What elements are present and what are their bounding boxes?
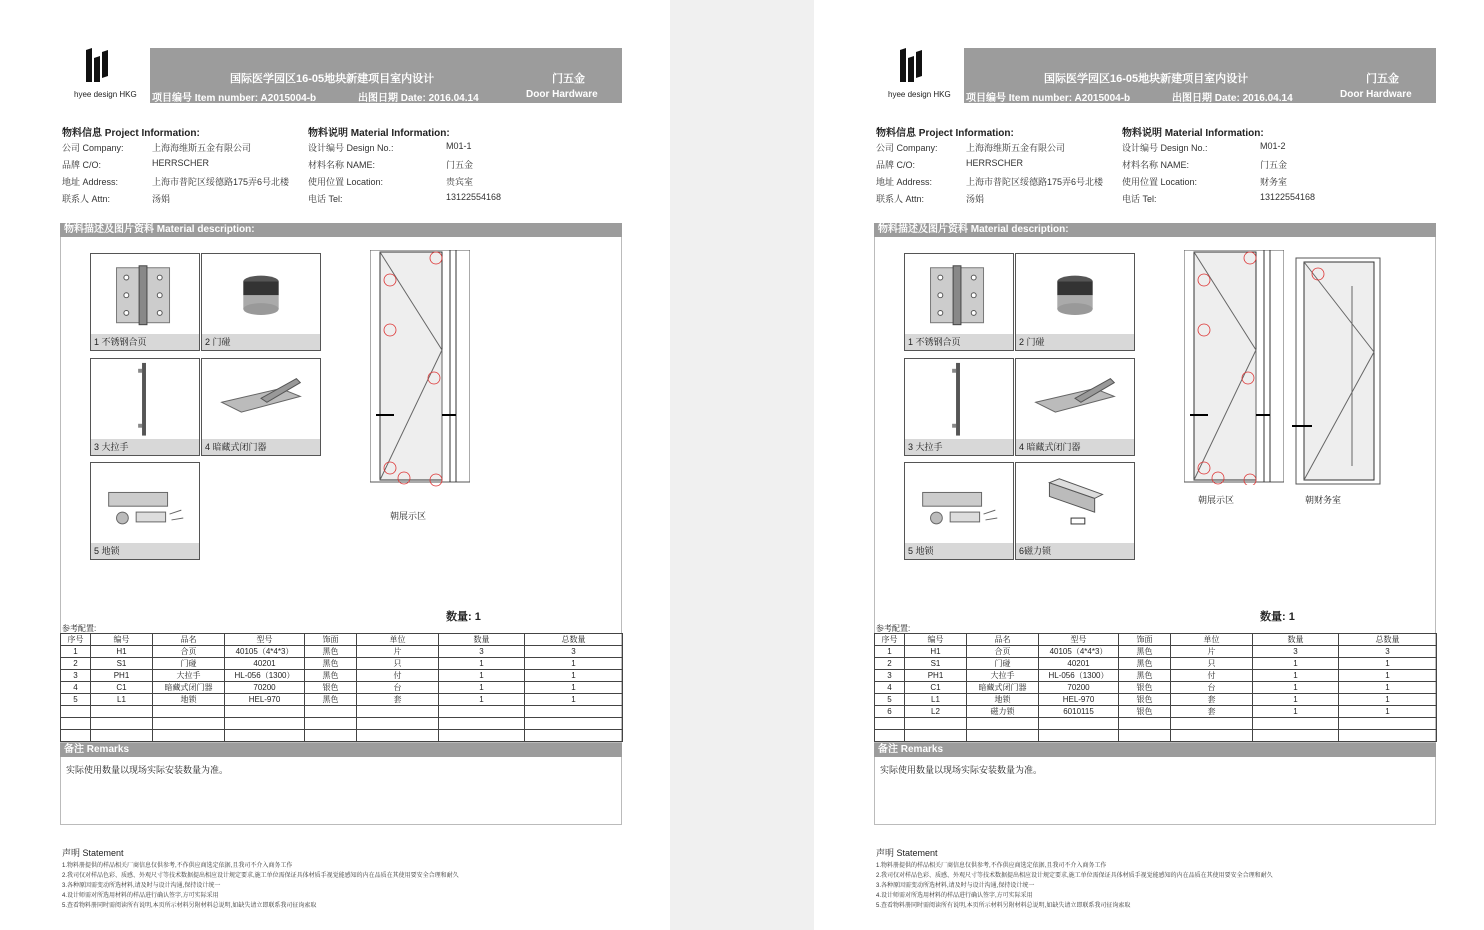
table-cell: 6010115 [1039,706,1119,718]
table-cell: 暗藏式闭门器 [967,682,1039,694]
table-cell: 3 [525,646,623,658]
table-cell: 黑色 [1119,670,1171,682]
statement-title: 声明 Statement [876,848,938,858]
material-info-title: 物料说明 Material Information: [308,128,450,139]
door-section-drawing [370,250,470,495]
table-header-row [875,634,1437,646]
table-row [875,682,1437,694]
table-cell: 1 [439,682,525,694]
table-cell: 3 [1339,646,1437,658]
table-cell: 套 [1171,694,1253,706]
table-cell [357,706,439,718]
table-cell: 银色 [305,682,357,694]
table-header-cell: 数量 [439,634,525,646]
table-cell: 1 [525,670,623,682]
table-cell [905,718,967,730]
design-no-label: 设计编号 Design No.: [308,143,394,153]
table-row [61,694,623,706]
tile-caption: 1 不锈钢合页 [905,334,1013,350]
issue-date: 出图日期 Date: 2016.04.14 [1172,93,1293,104]
table-cell: 1 [1339,682,1437,694]
table-cell [439,718,525,730]
table-cell: H1 [905,646,967,658]
table-cell: C1 [905,682,967,694]
statement-line: 5.查看物料册同时需阅读所有说明,本页所示材料另附材料总说明,如缺失请立即联系我司征询索取 [876,903,1131,909]
attn-value: 汤娟 [152,194,171,204]
table-cell: 1 [1253,682,1339,694]
table-row [875,646,1437,658]
table-cell: 2 [61,658,91,670]
statement-title: 声明 Statement [62,848,124,858]
tile-pull-handle [90,358,200,456]
table-cell: 2 [875,658,905,670]
table-cell [225,706,305,718]
table-cell: 1 [525,682,623,694]
category-cn: 门五金 [1366,73,1399,85]
drawing-caption-exhibition: 朝展示区 [390,511,427,521]
table-cell: 大拉手 [153,670,225,682]
table-cell: 合页 [967,646,1039,658]
table-cell: 黑色 [305,670,357,682]
door-closer-icon [202,359,320,440]
table-row [875,658,1437,670]
table-cell: 1 [525,658,623,670]
tile-caption: 3 大拉手 [91,439,199,455]
brand-label: 品牌 C/O: [62,160,102,170]
attn-value: 汤娟 [966,194,985,204]
table-cell [357,718,439,730]
table-header-cell: 数量 [1253,634,1339,646]
door-stop-icon [202,254,320,335]
table-row [875,670,1437,682]
pull-handle-icon [905,359,1013,440]
table-cell [1039,730,1119,742]
statement-line: 2.我司仅对样品色彩、质感、外观尺寸等技术数据提出相应设计规定要求,施工单位需保证具体材质手视觉能感知的内在品质在其使用要安全合理和耐久 [62,873,459,879]
address-value: 上海市普陀区绥德路175弄6号北楼 [966,177,1104,187]
table-header-cell: 编号 [905,634,967,646]
table-empty-row [875,718,1437,730]
company-logo [888,48,950,104]
table-cell: HEL-970 [1039,694,1119,706]
design-no-value: M01-1 [446,141,472,151]
table-cell: 银色 [1119,694,1171,706]
table-cell [1339,718,1437,730]
table-empty-row [61,718,623,730]
table-cell: 3 [61,670,91,682]
hardware-spec-table [874,633,1437,742]
location-value: 贵宾室 [446,177,474,187]
table-cell: 1 [439,694,525,706]
table-cell: 3 [875,670,905,682]
brand-value: HERRSCHER [966,158,1024,168]
statement-line: 4.设计师需对所选用材料的样品进行确认签字,方可实际采用 [876,893,1033,899]
table-cell [305,730,357,742]
table-cell: 付 [1171,670,1253,682]
table-cell: 银色 [1119,706,1171,718]
table-cell: 黑色 [305,646,357,658]
table-cell [1253,730,1339,742]
logo-mark-icon [82,48,112,82]
table-cell: S1 [905,658,967,670]
project-title: 国际医学园区16-05地块新建项目室内设计 [230,73,435,85]
project-info-title: 物料信息 Project Information: [62,128,200,139]
table-empty-row [875,730,1437,742]
table-cell: 付 [357,670,439,682]
table-cell: 1 [439,670,525,682]
table-cell [305,718,357,730]
quantity-label: 数量: 1 [446,611,481,623]
company-logo [74,48,136,104]
location-label: 使用位置 Location: [1122,177,1198,187]
table-cell: 大拉手 [967,670,1039,682]
attn-label: 联系人 Attn: [876,194,925,204]
hardware-spec-table [60,633,623,742]
design-no-value: M01-2 [1260,141,1286,151]
tile-door-closer [1015,358,1135,456]
table-row [61,658,623,670]
tile-caption: 5 地锁 [91,543,199,559]
table-cell: 1 [61,646,91,658]
table-cell [357,730,439,742]
table-row [61,646,623,658]
pull-handle-icon [91,359,199,440]
table-cell [875,730,905,742]
location-value: 财务室 [1260,177,1288,187]
statement-line: 1.物料册提供的样品相关厂商信息仅供参考,不作供应商选定依据,且我司不介入商务工作 [62,863,293,869]
table-cell [1119,730,1171,742]
table-cell [225,730,305,742]
address-label: 地址 Address: [876,177,933,187]
table-cell [1339,730,1437,742]
table-empty-row [61,706,623,718]
statement-line: 5.查看物料册同时需阅读所有说明,本页所示材料另附材料总说明,如缺失请立即联系我司征询索取 [62,903,317,909]
table-cell: 台 [1171,682,1253,694]
tile-door-closer [201,358,321,456]
tel-label: 电话 Tel: [308,194,343,204]
table-cell: 40201 [225,658,305,670]
brand-value: HERRSCHER [152,158,210,168]
table-cell: 40105（4*4*3） [225,646,305,658]
tile-caption: 2 门碰 [202,334,320,350]
drawing-caption-exhibition: 朝展示区 [1198,495,1235,505]
table-cell [1039,718,1119,730]
tel-value: 13122554168 [446,192,502,202]
table-cell: 门碰 [153,658,225,670]
hinge-icon [91,254,199,335]
tile-caption: 5 地锁 [905,543,1013,559]
item-number: 项目编号 Item number: A2015004-b [152,93,317,104]
table-cell: 磁力锁 [967,706,1039,718]
table-cell: 1 [525,694,623,706]
table-header-cell: 品名 [967,634,1039,646]
material-sheet-page-2 [814,0,1484,930]
tel-label: 电话 Tel: [1122,194,1157,204]
table-header-row [61,634,623,646]
table-cell: 1 [1253,694,1339,706]
table-cell [1253,718,1339,730]
location-label: 使用位置 Location: [308,177,384,187]
table-cell: 4 [875,682,905,694]
material-info-title: 物料说明 Material Information: [1122,128,1264,139]
table-header-cell: 单位 [1171,634,1253,646]
project-info-title: 物料信息 Project Information: [876,128,1014,139]
table-cell: 片 [1171,646,1253,658]
statement-line: 3.各种原因需变动所选材料,请及时与设计沟通,保持设计统一 [62,883,221,889]
table-cell: 合页 [153,646,225,658]
material-sheet-page-1 [0,0,670,930]
door-closer-icon [1016,359,1134,440]
tile-caption: 1 不锈钢合页 [91,334,199,350]
table-cell: 1 [1253,670,1339,682]
table-cell: HL-056（1300） [225,670,305,682]
table-cell: 地锁 [967,694,1039,706]
table-cell: 只 [1171,658,1253,670]
drawing-caption-finance: 朝财务室 [1305,495,1342,505]
table-header-cell: 型号 [225,634,305,646]
table-cell: 套 [357,694,439,706]
table-cell: 片 [357,646,439,658]
config-label: 参考配置: [876,624,911,633]
logo-text: hyee design HKG [888,90,951,99]
table-cell: 银色 [1119,682,1171,694]
table-cell [525,718,623,730]
table-row [875,694,1437,706]
table-cell [91,718,153,730]
table-cell [61,730,91,742]
table-header-cell: 型号 [1039,634,1119,646]
remarks-bar: 备注 Remarks [60,743,622,757]
table-row [61,670,623,682]
table-cell [1171,718,1253,730]
table-cell: 3 [1253,646,1339,658]
item-number: 项目编号 Item number: A2015004-b [966,93,1131,104]
table-cell: 1 [1339,670,1437,682]
table-cell: 3 [439,646,525,658]
table-cell: 套 [1171,706,1253,718]
category-en: Door Hardware [1340,89,1412,100]
table-cell: 40105（4*4*3） [1039,646,1119,658]
table-header-cell: 总数量 [1339,634,1437,646]
table-cell: PH1 [905,670,967,682]
remarks-bar: 备注 Remarks [874,743,1436,757]
company-value: 上海海维斯五金有限公司 [966,143,1066,153]
table-cell: L1 [91,694,153,706]
tile-caption: 4 暗藏式闭门器 [202,439,320,455]
name-label: 材料名称 NAME: [1122,160,1190,170]
tile-pull-handle [904,358,1014,456]
floor-lock-icon [905,463,1013,544]
material-description-bar: 物料描述及图片资料 Material description: [874,223,1436,237]
company-value: 上海海维斯五金有限公司 [152,143,252,153]
table-cell [439,706,525,718]
table-cell: 1 [439,658,525,670]
table-header-cell: 饰面 [1119,634,1171,646]
quantity-label: 数量: 1 [1260,611,1295,623]
company-label: 公司 Company: [62,143,124,153]
table-cell: S1 [91,658,153,670]
hinge-icon [905,254,1013,335]
table-cell: 70200 [1039,682,1119,694]
brand-label: 品牌 C/O: [876,160,916,170]
table-cell [967,730,1039,742]
table-cell [525,706,623,718]
door-section-drawing-finance [1292,256,1384,488]
remarks-text: 实际使用数量以现场实际安装数量为准。 [66,765,229,775]
magnetic-lock-icon [1016,463,1134,544]
table-cell: H1 [91,646,153,658]
table-cell: 40201 [1039,658,1119,670]
table-header-cell: 饰面 [305,634,357,646]
design-no-label: 设计编号 Design No.: [1122,143,1208,153]
logo-mark-icon [896,48,926,82]
company-label: 公司 Company: [876,143,938,153]
table-cell [153,718,225,730]
tile-door-stop [201,253,321,351]
table-cell [905,730,967,742]
table-cell [153,730,225,742]
tile-caption: 4 暗藏式闭门器 [1016,439,1134,455]
logo-text: hyee design HKG [74,90,137,99]
remarks-text: 实际使用数量以现场实际安装数量为准。 [880,765,1043,775]
table-cell: 5 [61,694,91,706]
table-cell: HL-056（1300） [1039,670,1119,682]
table-cell: 1 [1339,694,1437,706]
tile-magnetic-lock [1015,462,1135,560]
table-header-cell: 单位 [357,634,439,646]
table-header-cell: 编号 [91,634,153,646]
table-cell: HEL-970 [225,694,305,706]
table-cell: 台 [357,682,439,694]
table-header-cell: 序号 [875,634,905,646]
table-cell [61,718,91,730]
table-cell: 1 [1339,658,1437,670]
address-label: 地址 Address: [62,177,119,187]
statement-line: 2.我司仅对样品色彩、质感、外观尺寸等技术数据提出相应设计规定要求,施工单位需保证具体材质手视觉能感知的内在品质在其使用要安全合理和耐久 [876,873,1273,879]
table-cell [91,706,153,718]
table-cell [153,706,225,718]
table-header-cell: 品名 [153,634,225,646]
table-header-cell: 序号 [61,634,91,646]
door-stop-icon [1016,254,1134,335]
table-cell [61,706,91,718]
project-title: 国际医学园区16-05地块新建项目室内设计 [1044,73,1249,85]
issue-date: 出图日期 Date: 2016.04.14 [358,93,479,104]
material-description-bar: 物料描述及图片资料 Material description: [60,223,622,237]
table-cell: L2 [905,706,967,718]
table-cell: PH1 [91,670,153,682]
table-cell [1119,718,1171,730]
table-header-cell: 总数量 [525,634,623,646]
statement-line: 3.各种原因需变动所选材料,请及时与设计沟通,保持设计统一 [876,883,1035,889]
table-cell [91,730,153,742]
name-label: 材料名称 NAME: [308,160,376,170]
table-cell: 70200 [225,682,305,694]
table-cell [1171,730,1253,742]
name-value: 门五金 [1260,160,1288,170]
table-row [61,682,623,694]
table-cell: 地锁 [153,694,225,706]
table-cell: 黑色 [1119,646,1171,658]
door-section-drawing-exhibition [1184,250,1284,485]
table-cell: 黑色 [305,694,357,706]
table-empty-row [61,730,623,742]
header-bar [964,48,1436,103]
table-cell: 1 [875,646,905,658]
attn-label: 联系人 Attn: [62,194,111,204]
floor-lock-icon [91,463,199,544]
table-cell: C1 [91,682,153,694]
category-cn: 门五金 [552,73,585,85]
table-cell: 暗藏式闭门器 [153,682,225,694]
table-cell: 5 [875,694,905,706]
table-cell: 1 [1339,706,1437,718]
category-en: Door Hardware [526,89,598,100]
tile-caption: 2 门碰 [1016,334,1134,350]
address-value: 上海市普陀区绥德路175弄6号北楼 [152,177,290,187]
table-cell: 门碰 [967,658,1039,670]
table-cell: 6 [875,706,905,718]
tile-floor-lock [904,462,1014,560]
header-bar [150,48,622,103]
table-row [875,706,1437,718]
tile-hinge [90,253,200,351]
table-cell [525,730,623,742]
table-cell [305,706,357,718]
table-cell [225,718,305,730]
tile-caption: 6磁力锁 [1016,543,1134,559]
table-cell [875,718,905,730]
table-cell: 只 [357,658,439,670]
table-cell: 1 [1253,658,1339,670]
tel-value: 13122554168 [1260,192,1316,202]
tile-door-stop [1015,253,1135,351]
statement-line: 1.物料册提供的样品相关厂商信息仅供参考,不作供应商选定依据,且我司不介入商务工作 [876,863,1107,869]
table-cell: 黑色 [305,658,357,670]
tile-floor-lock [90,462,200,560]
statement-line: 4.设计师需对所选用材料的样品进行确认签字,方可实际采用 [62,893,219,899]
table-cell: L1 [905,694,967,706]
table-cell [967,718,1039,730]
table-cell: 黑色 [1119,658,1171,670]
table-cell: 4 [61,682,91,694]
table-cell: 1 [1253,706,1339,718]
tile-hinge [904,253,1014,351]
tile-caption: 3 大拉手 [905,439,1013,455]
table-cell [439,730,525,742]
config-label: 参考配置: [62,624,97,633]
name-value: 门五金 [446,160,474,170]
